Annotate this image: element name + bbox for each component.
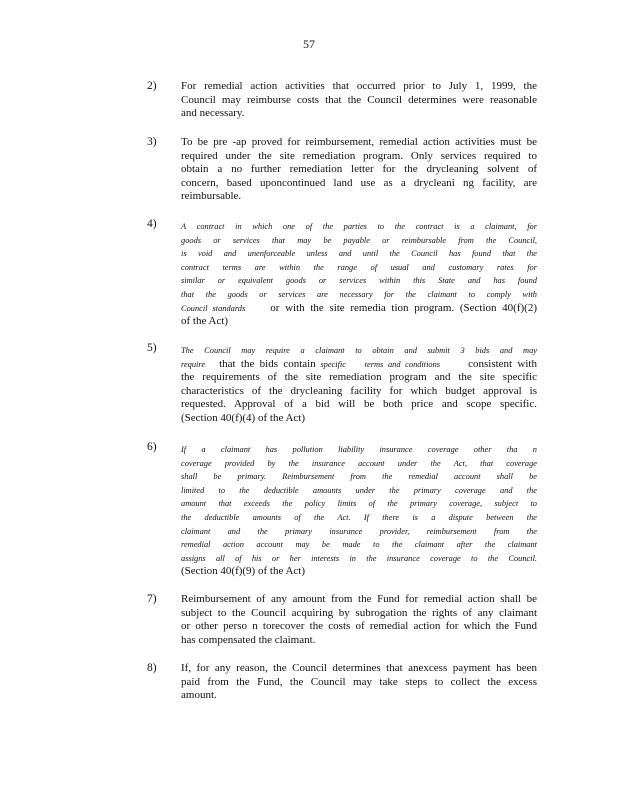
item-text: Reimbursement of any amount from the Fund for remedial action shall be subject to the Council acquiring by subrogation the rights of any claimant or other perso n torecover the costs of remedial action for which the Fund has compensated the claimant. (181, 593, 537, 646)
item-number: 5) (147, 342, 157, 354)
item-number: 2) (147, 80, 157, 92)
item-number: 7) (147, 593, 157, 605)
item-text: For remedial action activities that occurred prior to July 1, 1999, the Council may reimburse costs that the Council determines were reasonable and necessary. (181, 80, 537, 120)
item-text: A contract in which one of the parties to the contract is a claimant, for goods or services that may be payable or reimbursable from the Council, is void and unenforceable unless and until the Council has found that the contract terms are within the range of usual and customary rates for similar or equivalent goods or services within this State and has found that the goods or services are necessary for the claimant to comply with Council standards or with the site remedia tion program. (Section 40(f)(2) of the Act) (181, 222, 537, 328)
page-number: 57 (303, 37, 315, 51)
item-text: If a claimant has pollution liability insurance coverage other tha n coverage provided by the insurance account under the Act, that coverage shall be primary. Reimbursement from the remedial account shall be limited to the deductible amounts under the primary coverage and the amount that exceeds the policy limits of the primary coverage, subject to the deductible amounts of the Act. If there is a dispute between the claimant and the primary insurance provider, reimbursement from the remedial action account may be made to the claimant after the claimant assigns all of his or her interests in the insurance coverage to the Council. (Section 40(f)(9) of the Act) (181, 445, 537, 578)
item-number: 8) (147, 662, 157, 674)
item-number: 6) (147, 441, 157, 453)
item-text: The Council may require a claimant to obtain and submit 3 bids and may require that the bids contain specific terms and conditions consistent with the requirements of the site remediation program and the site specific characteristics of the drycleaning facility for which budget approval is requested. Approval of a bid will be both price and scope specific. (Section 40(f)(4) of the Act) (181, 346, 537, 424)
item-text: If, for any reason, the Council determines that anexcess payment has been paid from the Fund, the Council may take steps to collect the excess amount. (181, 662, 537, 702)
item-text: To be pre -ap proved for reimbursement, remedial action activities must be required under the site remediation program. Only services required to obtain a no further remediation letter for the drycleaning solvent of concern, based uponcontinued land use as a drycleani ng facility, are reimbursable. (181, 136, 537, 203)
item-number: 3) (147, 136, 157, 148)
item-number: 4) (147, 218, 157, 230)
